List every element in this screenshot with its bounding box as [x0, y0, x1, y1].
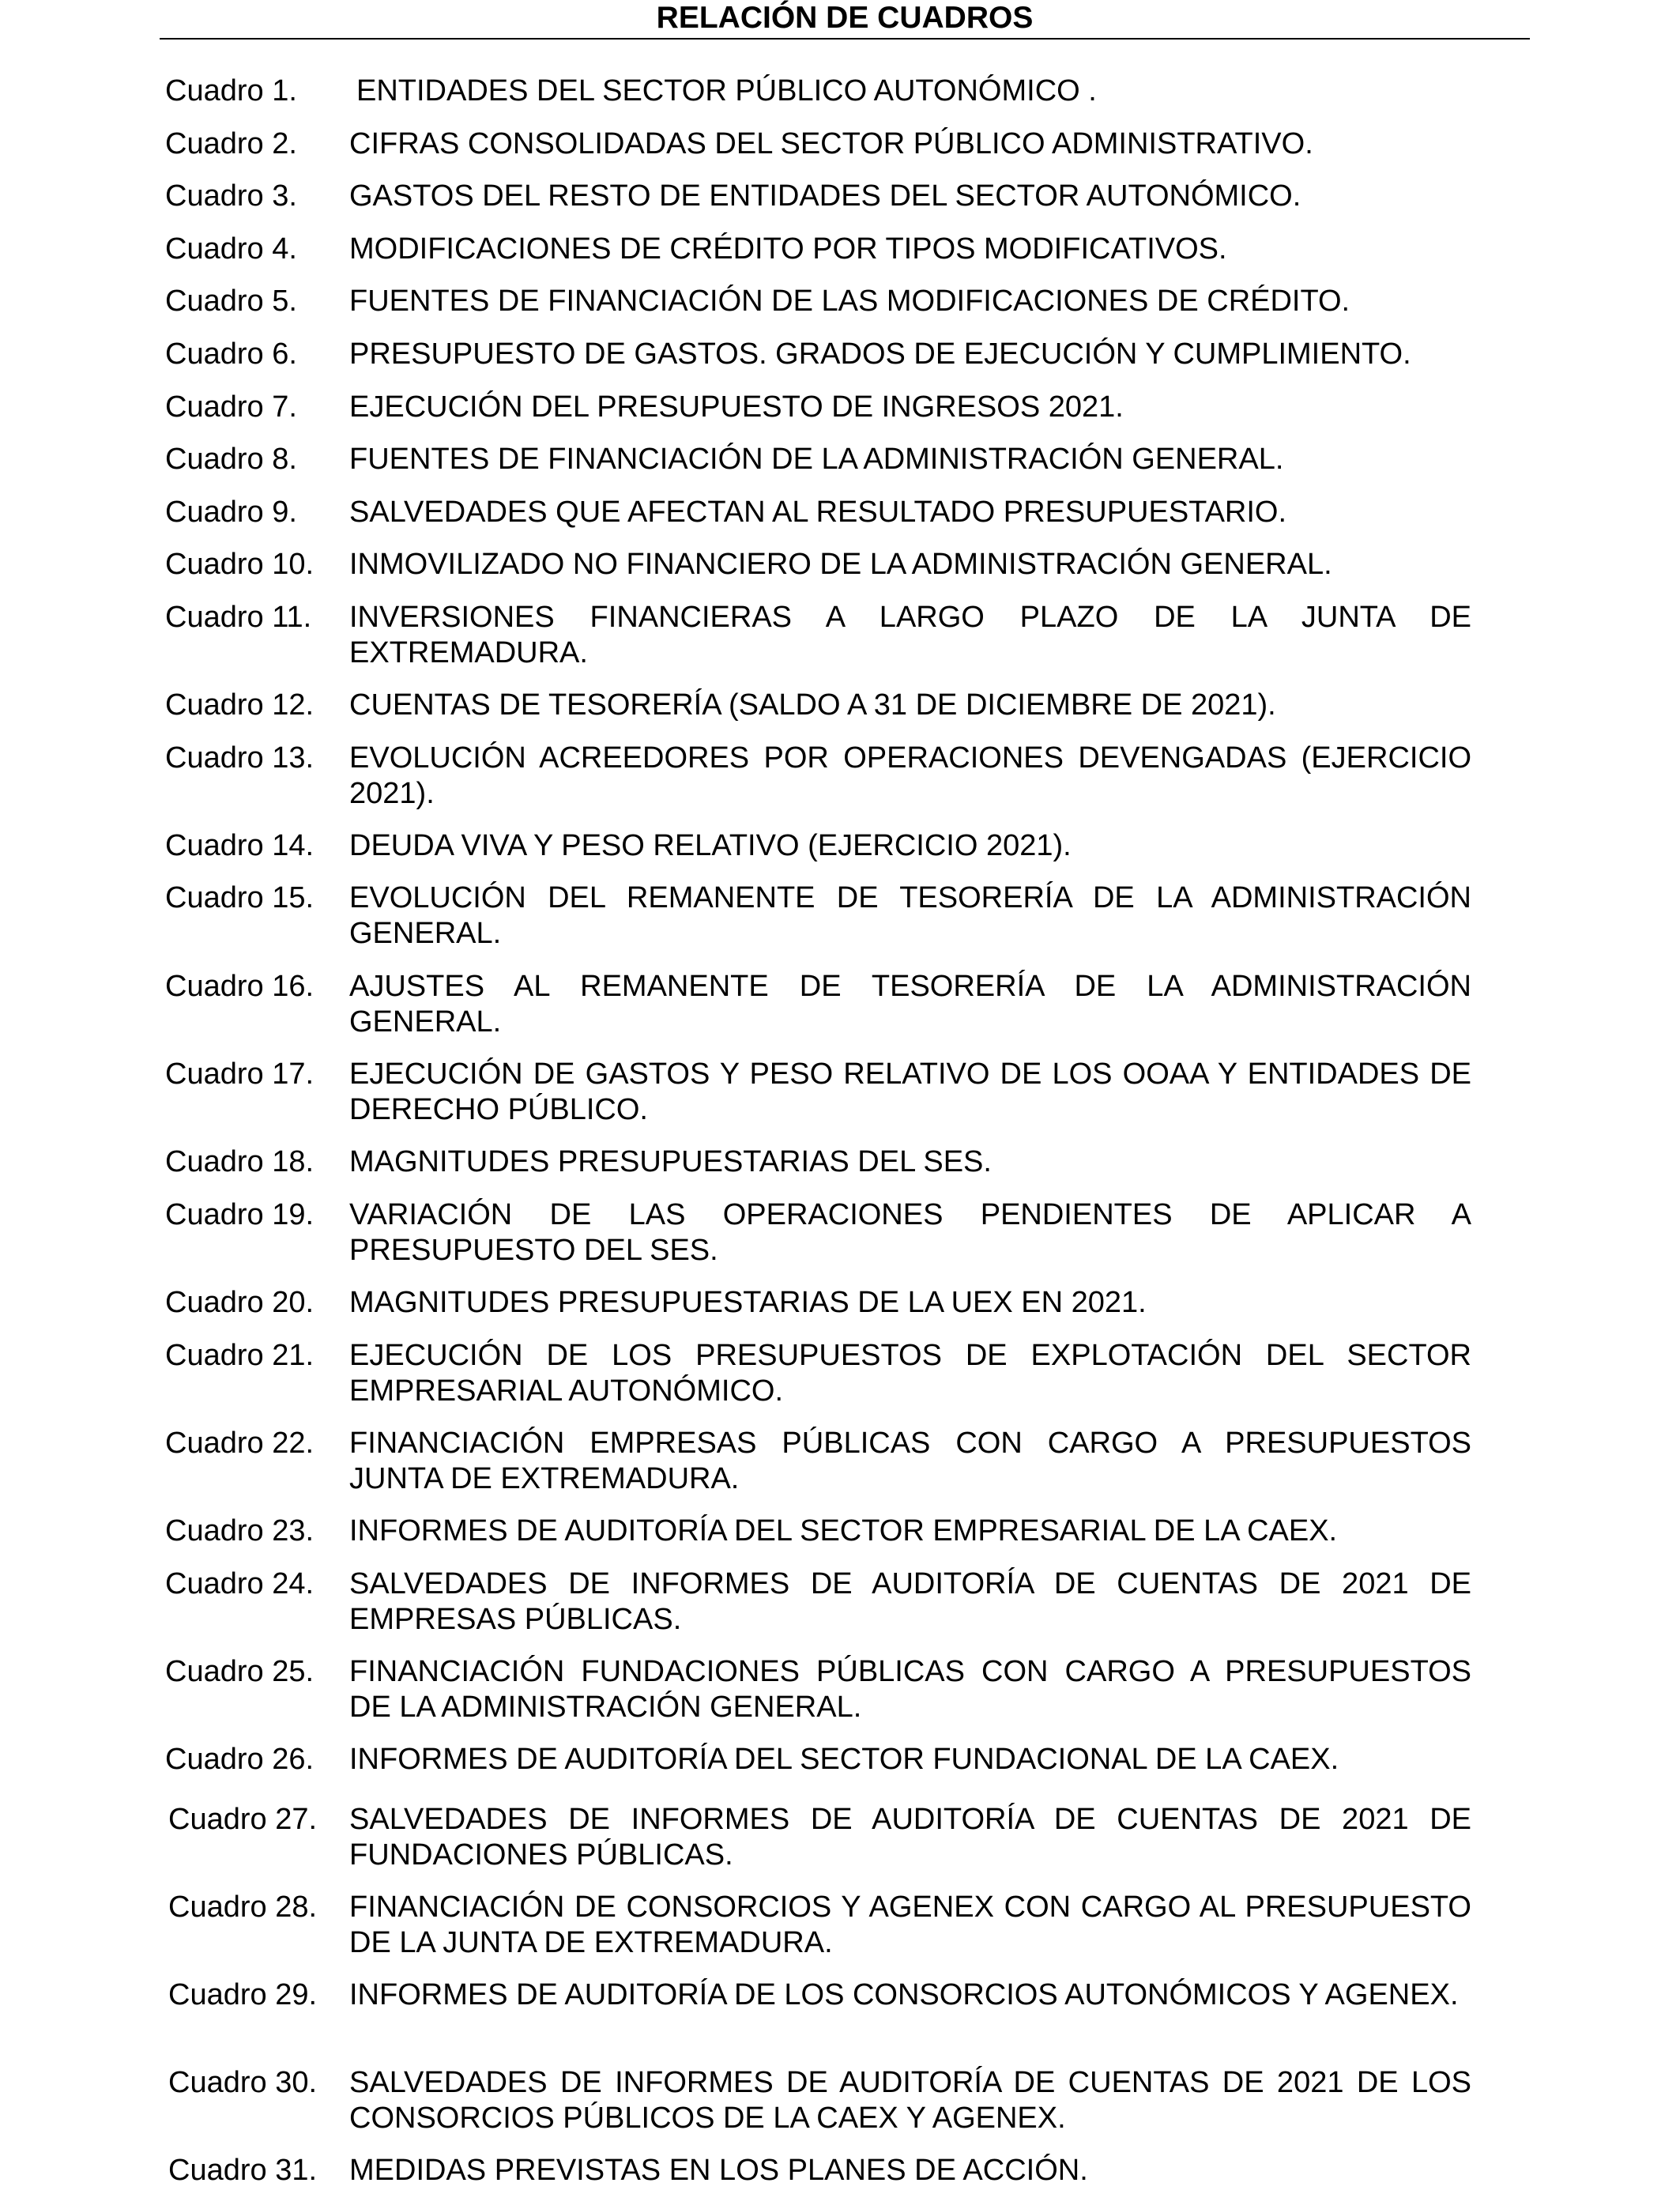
entry-label: Cuadro 26.	[165, 1743, 315, 1776]
entry-label: Cuadro 21.	[165, 1339, 315, 1372]
entry-label: Cuadro 13.	[165, 741, 315, 775]
entry-label: Cuadro 27.	[168, 1803, 318, 1836]
entry-label: Cuadro 15.	[165, 881, 315, 914]
entry-label: Cuadro 25.	[165, 1655, 315, 1688]
entry-label: Cuadro 23.	[165, 1514, 315, 1547]
entry-text: FINANCIACIÓN EMPRESAS PÚBLICAS CON CARGO A PRESUPUESTOS JUNTA DE EXTREMADURA.	[349, 1427, 1471, 1495]
entry-text: FINANCIACIÓN DE CONSORCIOS Y AGENEX CON CARGO AL PRESUPUESTO DE LA JUNTA DE EXTREMADURA.	[349, 1891, 1471, 1959]
entry-text: MAGNITUDES PRESUPUESTARIAS DEL SES.	[349, 1145, 992, 1178]
entry-text: INFORMES DE AUDITORÍA DE LOS CONSORCIOS AUTONÓMICOS Y AGENEX.	[349, 1978, 1459, 2011]
entry-label: Cuadro 4.	[165, 232, 297, 266]
entry-text: SALVEDADES DE INFORMES DE AUDITORÍA DE CUENTAS DE 2021 DE FUNDACIONES PÚBLICAS.	[349, 1803, 1471, 1872]
entry-label: Cuadro 1.	[165, 74, 297, 107]
entry-text: EJECUCIÓN DE LOS PRESUPUESTOS DE EXPLOTACIÓN DEL SECTOR EMPRESARIAL AUTONÓMICO.	[349, 1339, 1471, 1408]
entry-label: Cuadro 22.	[165, 1427, 315, 1460]
entry-text: MODIFICACIONES DE CRÉDITO POR TIPOS MODIFICATIVOS.	[349, 232, 1227, 266]
entry-text: SALVEDADES DE INFORMES DE AUDITORÍA DE CUENTAS DE 2021 DE EMPRESAS PÚBLICAS.	[349, 1567, 1471, 1636]
entry-text: VARIACIÓN DE LAS OPERACIONES PENDIENTES DE APLICAR A PRESUPUESTO DEL SES.	[349, 1198, 1471, 1267]
entry-text: CIFRAS CONSOLIDADAS DEL SECTOR PÚBLICO ADMINISTRATIVO.	[349, 127, 1313, 160]
entry-label: Cuadro 19.	[165, 1198, 315, 1231]
entry-text: EVOLUCIÓN ACREEDORES POR OPERACIONES DEVENGADAS (EJERCICIO 2021).	[349, 741, 1471, 810]
entry-label: Cuadro 18.	[165, 1145, 315, 1178]
entry-text: EVOLUCIÓN DEL REMANENTE DE TESORERÍA DE LA ADMINISTRACIÓN GENERAL.	[349, 881, 1471, 950]
entry-text: MEDIDAS PREVISTAS EN LOS PLANES DE ACCIÓN.	[349, 2154, 1088, 2187]
entry-text: INVERSIONES FINANCIERAS A LARGO PLAZO DE LA JUNTA DE EXTREMADURA.	[349, 601, 1471, 669]
entry-label: Cuadro 8.	[165, 443, 297, 476]
entry-label: Cuadro 24.	[165, 1567, 315, 1600]
entry-label: Cuadro 20.	[165, 1286, 315, 1319]
entry-label: Cuadro 6.	[165, 337, 297, 371]
entry-label: Cuadro 31.	[168, 2154, 318, 2187]
entry-text: EJECUCIÓN DE GASTOS Y PESO RELATIVO DE LOS OOAA Y ENTIDADES DE DERECHO PÚBLICO.	[349, 1057, 1471, 1126]
entry-text: MAGNITUDES PRESUPUESTARIAS DE LA UEX EN 2021.	[349, 1286, 1147, 1319]
entry-text: FUENTES DE FINANCIACIÓN DE LAS MODIFICACIONES DE CRÉDITO.	[349, 285, 1350, 318]
entry-label: Cuadro 14.	[165, 829, 315, 862]
entry-text: EJECUCIÓN DEL PRESUPUESTO DE INGRESOS 2021.	[349, 390, 1124, 424]
entry-text: AJUSTES AL REMANENTE DE TESORERÍA DE LA ADMINISTRACIÓN GENERAL.	[349, 970, 1471, 1039]
entry-label: Cuadro 12.	[165, 688, 315, 722]
entry-label: Cuadro 5.	[165, 285, 297, 318]
entry-label: Cuadro 7.	[165, 390, 297, 424]
entry-label: Cuadro 2.	[165, 127, 297, 160]
entry-text: INFORMES DE AUDITORÍA DEL SECTOR FUNDACIONAL DE LA CAEX.	[349, 1743, 1339, 1776]
entry-text: FINANCIACIÓN FUNDACIONES PÚBLICAS CON CARGO A PRESUPUESTOS DE LA ADMINISTRACIÓN GENERAL.	[349, 1655, 1471, 1724]
entry-text: DEUDA VIVA Y PESO RELATIVO (EJERCICIO 2021).	[349, 829, 1072, 862]
entry-text: PRESUPUESTO DE GASTOS. GRADOS DE EJECUCIÓN Y CUMPLIMIENTO.	[349, 337, 1411, 371]
entry-text: FUENTES DE FINANCIACIÓN DE LA ADMINISTRACIÓN GENERAL.	[349, 443, 1284, 476]
entry-label: Cuadro 16.	[165, 970, 315, 1003]
entry-label: Cuadro 17.	[165, 1057, 315, 1091]
entry-label: Cuadro 9.	[165, 496, 297, 529]
entry-text: CUENTAS DE TESORERÍA (SALDO A 31 DE DICIEMBRE DE 2021).	[349, 688, 1276, 722]
entry-text: SALVEDADES QUE AFECTAN AL RESULTADO PRESUPUESTARIO.	[349, 496, 1287, 529]
page-title: RELACIÓN DE CUADROS	[656, 1, 1034, 35]
entry-label: Cuadro 11.	[165, 601, 312, 634]
entry-label: Cuadro 28.	[168, 1891, 318, 1924]
entry-label: Cuadro 3.	[165, 179, 297, 213]
entry-text: GASTOS DEL RESTO DE ENTIDADES DEL SECTOR AUTONÓMICO.	[349, 179, 1301, 213]
entry-label: Cuadro 10.	[165, 548, 315, 581]
entry-text: SALVEDADES DE INFORMES DE AUDITORÍA DE CUENTAS DE 2021 DE LOS CONSORCIOS PÚBLICOS DE LA CAEX Y AGENEX.	[349, 2066, 1471, 2135]
entry-label: Cuadro 30.	[168, 2066, 318, 2099]
entry-text: INMOVILIZADO NO FINANCIERO DE LA ADMINISTRACIÓN GENERAL.	[349, 548, 1332, 581]
entry-text: INFORMES DE AUDITORÍA DEL SECTOR EMPRESARIAL DE LA CAEX.	[349, 1514, 1338, 1547]
entry-text: ENTIDADES DEL SECTOR PÚBLICO AUTONÓMICO .	[356, 74, 1097, 107]
entry-label: Cuadro 29.	[168, 1978, 318, 2011]
